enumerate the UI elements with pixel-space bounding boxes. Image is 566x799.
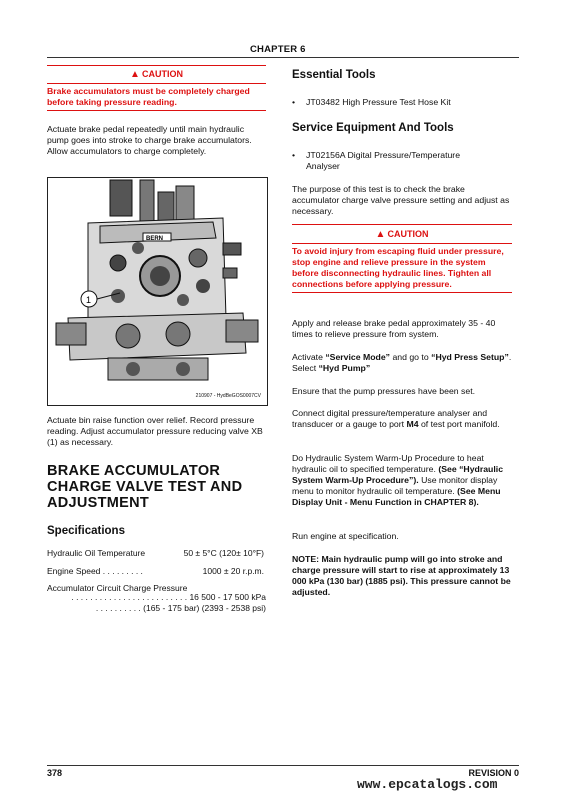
caution-bottom-rule [292,292,512,293]
figure-caption: 210907 - HydBeGOS0007CV [195,393,261,399]
caution-top-rule [47,65,266,66]
caution-box-accumulators [47,65,266,111]
valve-logo: BERN [146,236,164,242]
page-number: 378 [47,768,63,778]
chapter-header: CHAPTER 6 [250,44,306,55]
revision-label: REVISION 0 [468,768,519,778]
caution-heading: ▲ CAUTION [375,229,429,240]
bullet: • [292,97,296,107]
note-paragraph: NOTE: Main hydraulic pump will go into stroke and charge pressure will start to rise at approximately 13 000 kPa (130 bar) (1885 psi). This pressure cannot be adjusted. [292,554,511,597]
paragraph-bin-raise: Actuate bin raise function over relief. Record pressure reading. Adjust accumulator pressure reducing valve XB (1) as necessary. [47,415,263,447]
caution-text: Brake accumulators must be completely charged before taking pressure reading. [47,86,250,107]
caution-mid-rule [47,83,266,84]
bullet: • [292,150,296,160]
step-service-mode: Activate “Service Mode” and go to “Hyd Press Setup”. Select “Hyd Pump” [292,352,512,373]
spec-accumulator-pressure: Accumulator Circuit Charge Pressure . . . . . . . . . . . . . . . . . . . . . . . . . 16 500 - 17 500 kPa . . . . . . . . . . (165 - 175 bar) (2393 - 2538 psi) [47,583,266,613]
caution-box-pressure [292,224,512,293]
section-title: BRAKE ACCUMULATOR CHARGE VALVE TEST AND ADJUSTMENT [47,463,243,511]
step-apply-brake: Apply and release brake pedal approximately 35 - 40 times to relieve pressure from system. [292,318,496,339]
hydraulic-valve-illustration [48,178,267,405]
caution-top-rule [292,224,512,225]
service-equipment-heading: Service Equipment And Tools [292,122,454,134]
specifications-heading: Specifications [47,525,125,537]
watermark-url[interactable]: www.epcatalogs.com [357,777,498,792]
caution-mid-rule [292,243,512,244]
equipment-item: • JT02156A Digital Pressure/Temperature Analyser [292,150,461,171]
spec-hydraulic-oil-temp: Hydraulic Oil Temperature 50 ± 5°C (120± 10°F) [47,548,264,558]
step-connect-analyser: Connect digital pressure/temperature analyser and transducer or a gauge to port M4 of test port manifold. [292,408,500,429]
caution-bottom-rule [47,110,266,111]
step-run-engine: Run engine at specification. [292,531,399,541]
purpose-paragraph: The purpose of this test is to check the brake accumulator charge valve pressure setting and adjust as necessary. [292,184,510,216]
footer-rule [47,765,519,766]
callout-number: 1 [86,295,92,305]
spec-engine-speed: Engine Speed . . . . . . . . . 1000 ± 20 r.p.m. [47,566,264,576]
tool-item: • JT03482 High Pressure Test Hose Kit [292,97,451,107]
paragraph-actuate-brake: Actuate brake pedal repeatedly until main hydraulic pump goes into stroke to charge brake accumulators. Allow accumulators to charge completely. [47,124,252,156]
caution-heading: ▲ CAUTION [130,69,183,80]
header-rule [47,57,519,58]
warning-triangle-icon: ▲ [130,69,140,80]
step-warm-up: Do Hydraulic System Warm-Up Procedure to heat hydraulic oil to specified temperature. (See “Hydraulic System Warm-Up Procedure”). Use monitor display menu to monitor hydraulic oil temperature. (See Menu Display Unit - Menu Function in CHAPTER 8). [292,453,504,507]
warning-triangle-icon: ▲ [375,229,386,240]
valve-figure [47,177,268,406]
caution-text: To avoid injury from escaping fluid under pressure, stop engine and relieve pressure in the system before disconnecting hydraulic lines. Tighten all connections before applying pressure. [292,246,504,289]
essential-tools-heading: Essential Tools [292,69,376,81]
step-ensure-pressures: Ensure that the pump pressures have been set. [292,386,476,396]
